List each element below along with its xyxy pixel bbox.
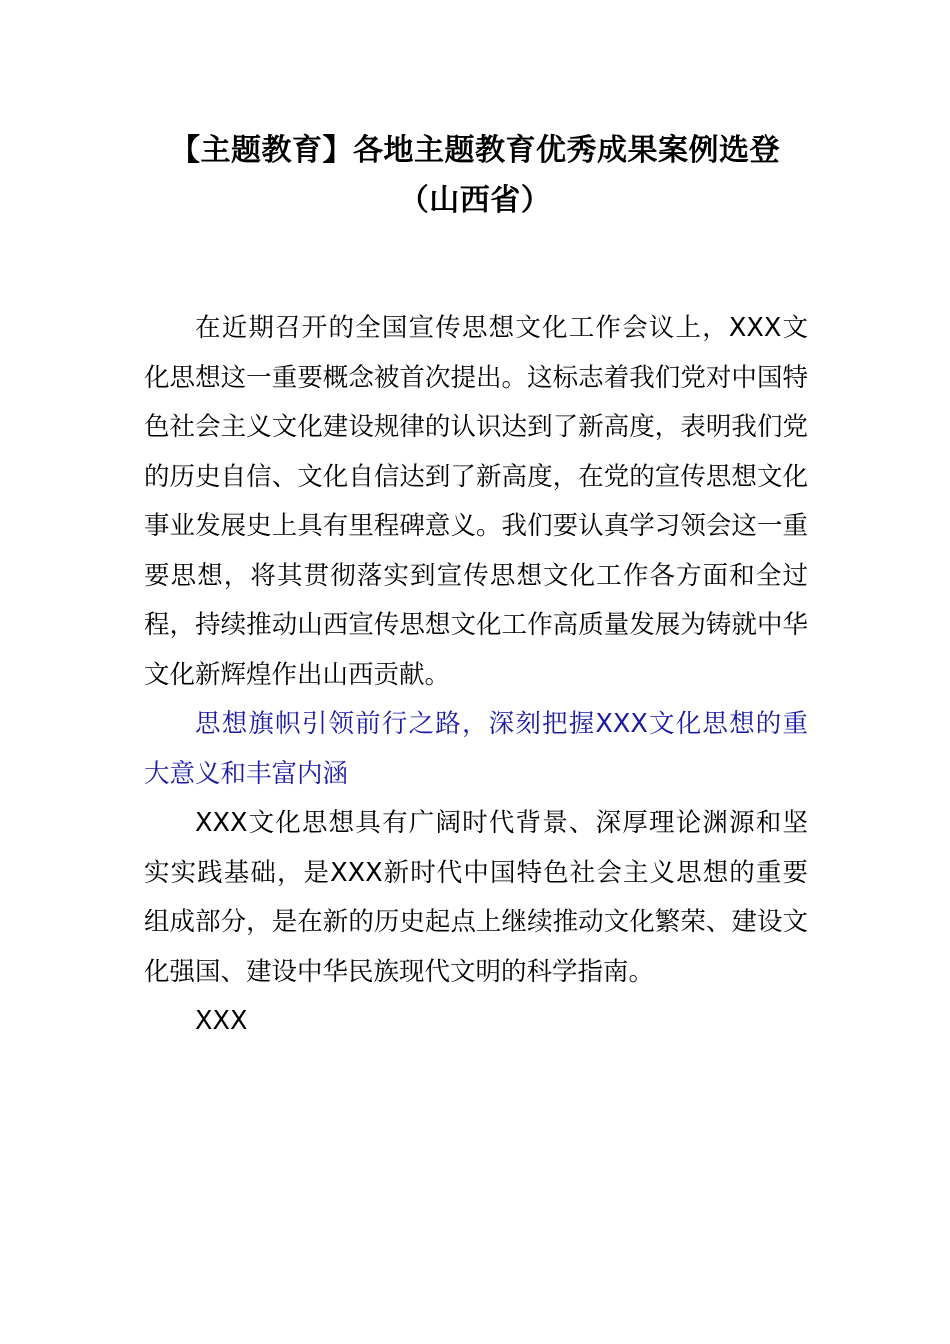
- body-paragraph-intro: 在近期召开的全国宣传思想文化工作会议上，XXX文化思想这一重要概念被首次提出。这标志着我们党对中国特色社会主义文化建设规律的认识达到了新高度，表明我们党的历史自信、文化自信达到了新高度，在党的宣传思想文化事业发展史上具有里程碑意义。我们要认真学习领会这一重要思想，将其贯彻落实到宣传思想文化工作各方面和全过程，持续推动山西宣传思想文化工作高质量发展为铸就中华文化新辉煌作出山西贡献。: [144, 313, 808, 690]
- body-paragraph-truncated: XXX: [195, 1006, 248, 1036]
- title-line-region: （山西省）: [398, 183, 552, 218]
- section-heading: 思想旗帜引领前行之路，深刻把握XXX文化思想的重大意义和丰富内涵: [144, 709, 808, 789]
- body-paragraph-culture-thought: XXX文化思想具有广阔时代背景、深厚理论渊源和坚实实践基础，是XXX新时代中国特色社会主义思想的重要组成部分，是在新的历史起点上继续推动文化繁荣、建设文化强国、建设中华民族现代文明的科学指南。: [144, 808, 808, 987]
- document-body: [144, 304, 808, 1047]
- title-line-main: 【主题教育】各地主题教育优秀成果案例选登: [170, 133, 780, 168]
- document-title: [140, 126, 810, 226]
